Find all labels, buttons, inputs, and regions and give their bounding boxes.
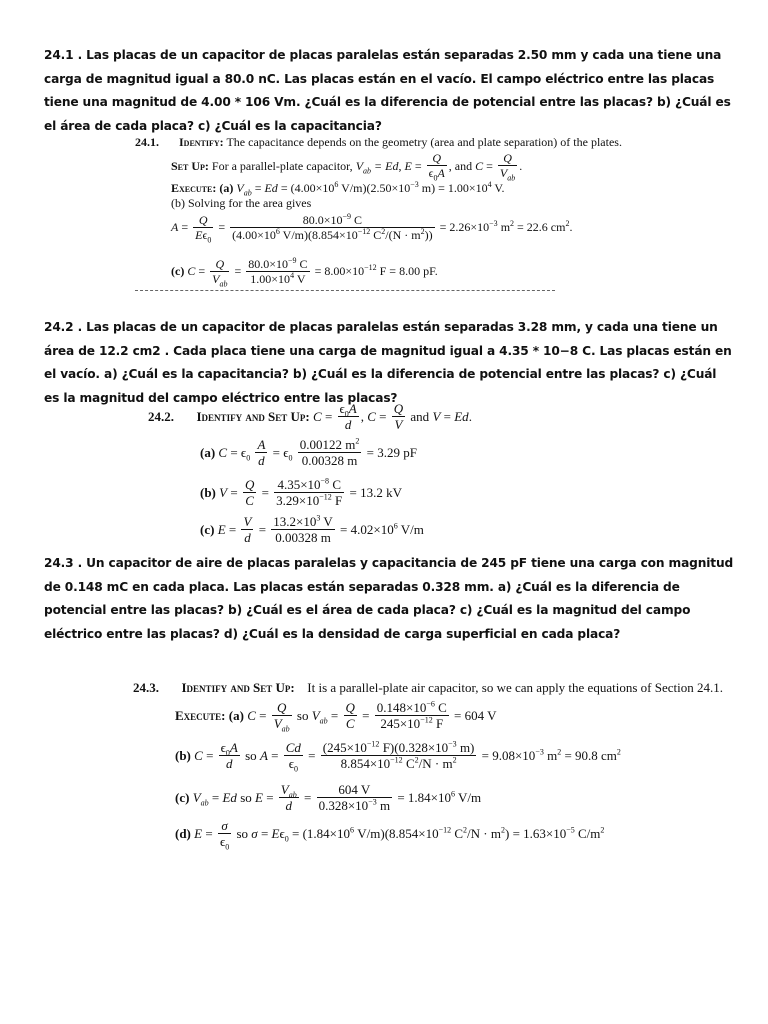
part-label: (d): [175, 826, 191, 841]
part-label: (c): [175, 790, 190, 805]
area-equation: A = $\frac{Q}{E\epsilon_0}$ = $\frac{80.0\times 10^{-9} C}{(4.00\times 10^6 V/m)(8.854\times 10^{-12} C^2/(N \cdot m^2))}$ = $2.26\times 10^{-3}$ $m^2 = 22.6$ $cm^2$.: [171, 212, 573, 245]
solution-number: 24.3.: [133, 680, 159, 695]
identify-text: The capacitance depends on the geometry (area and plate separation) of the plates.: [226, 135, 622, 149]
part-label: (b): [200, 485, 216, 500]
part-label: (a): [228, 708, 244, 723]
part-b-text: (b) Solving for the area gives: [171, 196, 312, 210]
identify-label: Identify and Set Up:: [196, 409, 310, 424]
capacitance-equation: (a) $C = \epsilon_0$ $\frac{A}{d}$ = $\epsilon_0$ $\frac{0.00122 m^2}{0.00328 m}$ = 3.29 pF: [200, 436, 417, 468]
problem-24-1-question: 24.1 . Las placas de un capacitor de placas paralelas están separadas 2.50 mm y cada una tiene una carga de magnitud igual a 80.0 nC. Las placas están en el vacío. El campo eléctrico entre las placas tiene una magnitud de 4.00 * 106 Vm. ¿Cuál es la diferencia de potencial entre las placas? b) ¿Cuál es el área de cada placa? c) ¿Cuál es la capacitancia?: [44, 48, 731, 133]
area-equation: (b) C = $\frac{\epsilon_0A}{d}$ so A = $\frac{Cd}{\epsilon_0}$ = $\frac{(245\times 10^{-12} F)(0.328\times 10^{-3} m)}{8.854\times 10^{-12} C^2/N \cdot m^2}$ = $9.08\times 10^{-3}$ $m^2 = 90.8$ $cm^2$: [175, 739, 621, 774]
problem-24-2-question: 24.2 . Las placas de un capacitor de placas paralelas están separadas 3.28 mm, y cada una tiene un área de 12.2 cm2 . Cada placa tiene una carga de magnitud igual a 4.35 * 10−8 C. Las placas están en el vacío. a) ¿Cuál es la capacitancia? b) ¿Cuál es la diferencia de potencial entre las placas? c) ¿Cuál es la magnitud del campo eléctrico entre las placas?: [44, 320, 732, 405]
identify-label: Identify and Set Up:: [181, 680, 295, 695]
identify-text: It is a parallel-plate air capacitor, so we can apply the equations of Section 24.1.: [307, 680, 723, 695]
voltage-equation: Execute: (a) C = $\frac{Q}{V_{ab}}$ so $V_{ab}$ = $\frac{Q}{C}$ = $\frac{0.148\times 10^{-6} C}{245\times 10^{-12} F}$ = 604 V: [175, 699, 497, 734]
fraction: $\frac{Q}{V_{ab}}$: [499, 151, 516, 183]
part-label: (a): [200, 445, 216, 460]
part-label: (b): [175, 748, 191, 763]
problem-24-2-solution: 24.2. Identify and Set Up: C = $\frac{\epsilon_0A}{d}$ , C = $\frac{Q}{V}$ and V = Ed. (a) $C = \epsilon_0$ $\frac{A}{d}$ = $\epsilon_0$ $\frac{0.00122 m^2}{0.00328 m}$ = 3.29 pF (b) V = $\frac{Q}{C}$ = $\frac{4.35\times 10^{-8} C}{3.29\times 10^{-12} F}$ = 13.2 kV (c) E = $\frac{V}{d}$ = $\frac{13.2\times 10^3 V}{0.00328 m}$ = $4.02\times 10^6$ V/m: [148, 401, 472, 545]
solution-number: 24.1.: [135, 135, 159, 149]
solution-number: 24.2.: [148, 409, 174, 424]
charge-density-equation: (d) E = $\frac{\sigma}{\epsilon_0}$ so $\sigma = E\epsilon_0 = (1.84\times 10^6$ $V/m)(8.854\times 10^{-12}$ $C^2/N \cdot m^2) = 1.63\times 10^{-5}$ $C/m^2$: [175, 818, 605, 852]
part-label: (c): [171, 264, 185, 278]
part-label: (c): [200, 522, 215, 537]
fraction: $\frac{Q}{\epsilon_0A}$: [428, 151, 445, 183]
field-equation: (c) E = $\frac{V}{d}$ = $\frac{13.2\times 10^3 V}{0.00328 m}$ = $4.02\times 10^6$ V/m: [200, 513, 424, 545]
part-label: (a): [219, 181, 234, 195]
problem-24-3-question: 24.3 . Un capacitor de aire de placas paralelas y capacitancia de 245 pF tiene una carga con magnitud de 0.148 mC en cada placa. Las placas están separadas 0.328 mm. a) ¿Cuál es la diferencia de potencial entre las placas? b) ¿Cuál es el área de cada placa? c) ¿Cuál es la magnitud del campo eléctrico entre las placas? d) ¿Cuál es la densidad de carga superficial en cada placa?: [44, 556, 734, 641]
problem-24-3-solution: [133, 679, 733, 852]
cropped-line: [135, 288, 555, 292]
setup-text: For a parallel-plate capacitor,: [211, 159, 353, 173]
capacitance-equation: (c) C = $\frac{Q}{V_{ab}}$ = $\frac{80.0\times 10^{-9} C}{1.00\times 10^4 V}$ = $8.00\times 10^{-12}$ F = 8.00 pF.: [171, 256, 438, 289]
field-equation: (c) $V_{ab} = Ed$ so E = $\frac{V_{ab}}{d}$ = $\frac{604 V}{0.328\times 10^{-3} m}$ = $1.84\times 10^6$ V/m: [175, 782, 482, 813]
execute-label: Execute:: [171, 181, 217, 195]
formula: $V_{ab} = Ed$: [355, 159, 399, 176]
execute-label: Execute:: [175, 708, 226, 723]
voltage-equation: (b) V = $\frac{Q}{C}$ = $\frac{4.35\times 10^{-8} C}{3.29\times 10^{-12} F}$ = 13.2 kV: [200, 476, 402, 508]
identify-label: Identify:: [179, 135, 224, 149]
problem-24-1-solution: 24.1. Identify: The capacitance depends on the geometry (area and plate separation) of the plates. Set Up: For a parallel-plate capacitor, $V_{ab} = Ed$, E = $\frac{Q}{\epsilon_0A}$ , and C = $\frac{Q}{V_{ab}}$ . Execute: (a) $V_{ab} = Ed = (4.00\times 10^6$ $V/m)(2.50\times 10^{-3}$ $m) = 1.00\times 10^4$ V. (b) Solving for the area gives A = $\frac{Q}{E\epsilon_0}$ = $\frac{80.0\times 10^{-9} C}{(4.00\times 10^6 V/m)(8.854\times 10^{-12} C^2/(N \cdot m^2))}$ = $2.26\times 10^{-3}$ $m^2 = 22.6$ $cm^2$. (c) C = $\frac{Q}{V_{ab}}$ = $\frac{80.0\times 10^{-9} C}{1.00\times 10^4 V}$ = $8.00\times 10^{-12}$ F = 8.00 pF.: [135, 134, 555, 294]
setup-label: Set Up:: [171, 159, 209, 173]
